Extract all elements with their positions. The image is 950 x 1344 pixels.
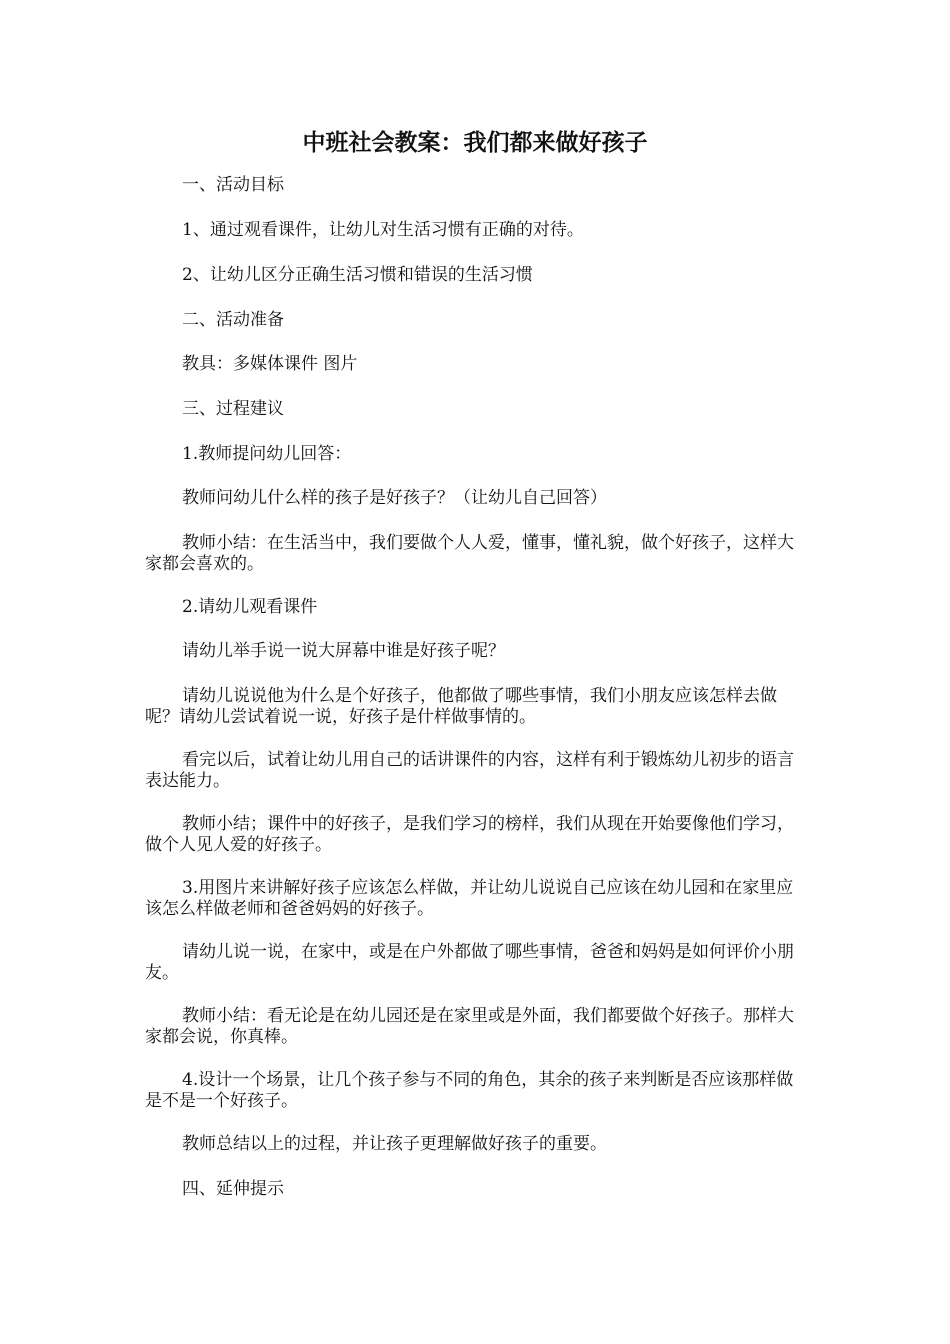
process-step-3: 3.用图片来讲解好孩子应该怎么样做，并让幼儿说说自己应该在幼儿园和在家里应该怎么样做老师和爸爸妈妈的好孩子。 xyxy=(145,878,794,919)
teacher-question: 教师问幼儿什么样的孩子是好孩子？（让幼儿自己回答） xyxy=(182,488,607,508)
teacher-summary-2: 教师小结；课件中的好孩子，是我们学习的榜样，我们从现在开始要像他们学习，做个人见人爱的好孩子。 xyxy=(145,814,794,855)
retell-courseware: 看完以后，试着让幼儿用自己的话讲课件的内容，这样有利于锻炼幼儿初步的语言表达能力。 xyxy=(145,750,794,791)
heading-extension-tips: 四、延伸提示 xyxy=(182,1179,284,1199)
teacher-conclusion: 教师总结以上的过程，并让孩子更理解做好孩子的重要。 xyxy=(182,1134,607,1154)
home-outdoor-prompt: 请幼儿说一说，在家中，或是在户外都做了哪些事情，爸爸和妈妈是如何评价小朋友。 xyxy=(145,942,794,983)
process-step-1: 1.教师提问幼儿回答： xyxy=(182,444,352,464)
goal-item-2: 2、让幼儿区分正确生活习惯和错误的生活习惯 xyxy=(182,265,533,285)
discussion-prompt: 请幼儿说说他为什么是个好孩子，他都做了哪些事情，我们小朋友应该怎样去做呢？请幼儿尝试着说一说，好孩子是什样做事情的。 xyxy=(145,686,777,727)
heading-activity-goals: 一、活动目标 xyxy=(182,175,284,195)
heading-activity-preparation: 二、活动准备 xyxy=(182,310,284,330)
process-step-4: 4.设计一个场景，让几个孩子参与不同的角色，其余的孩子来判断是否应该那样做是不是一个好孩子。 xyxy=(145,1070,794,1111)
process-step-2: 2.请幼儿观看课件 xyxy=(182,597,318,617)
preparation-materials: 教具：多媒体课件 图片 xyxy=(182,354,358,374)
teacher-summary-3: 教师小结：看无论是在幼儿园还是在家里或是外面，我们都要做个好孩子。那样大家都会说，你真棒。 xyxy=(145,1006,794,1047)
document-title: 中班社会教案：我们都来做好孩子 xyxy=(302,130,648,156)
teacher-summary-1: 教师小结：在生活当中，我们要做个人人爱，懂事，懂礼貌，做个好孩子，这样大家都会喜欢的。 xyxy=(145,533,794,574)
goal-item-1: 1、通过观看课件，让幼儿对生活习惯有正确的对待。 xyxy=(182,220,584,240)
raise-hand-prompt: 请幼儿举手说一说大屏幕中谁是好孩子呢？ xyxy=(182,641,505,661)
heading-process-suggestions: 三、过程建议 xyxy=(182,399,284,419)
